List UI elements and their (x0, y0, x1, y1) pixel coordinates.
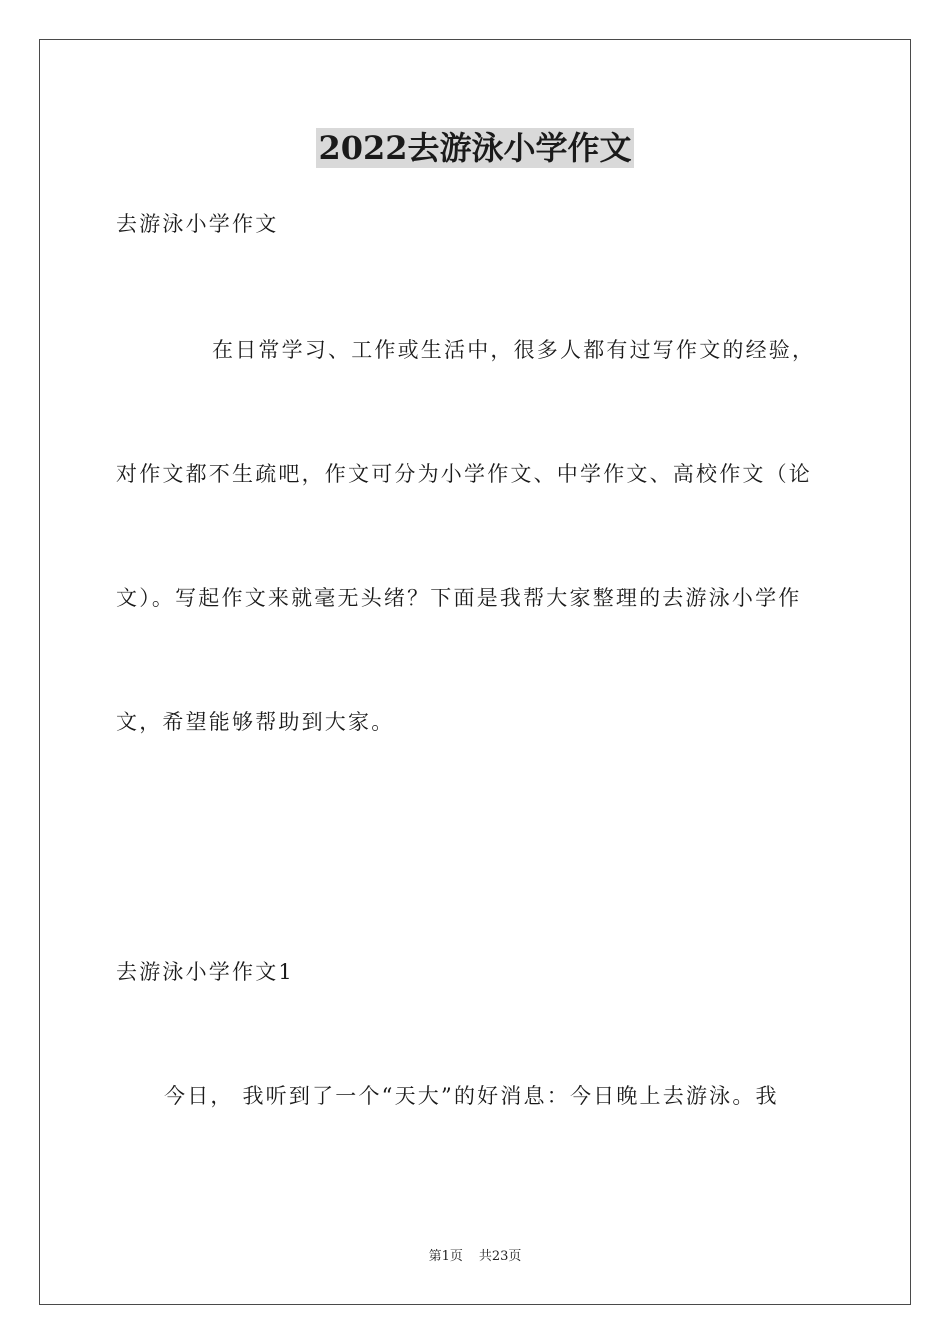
document-title: 2022去游泳小学作文 (318, 129, 632, 167)
section-heading: 去游泳小学作文1 (116, 960, 294, 984)
intro-line-2: 对作文都不生疏吧，作文可分为小学作文、中学作文、高校作文（论 (116, 462, 812, 486)
body-line-1: 今日， 我听到了一个“天大”的好消息：今日晚上去游泳。我 (164, 1084, 779, 1108)
document-subtitle: 去游泳小学作文 (116, 212, 279, 236)
intro-line-4: 文，希望能够帮助到大家。 (116, 710, 395, 734)
intro-line-3: 文）。写起作文来就毫无头绪？下面是我帮大家整理的去游泳小学作 (116, 586, 802, 610)
page-number-current: 第1页 (428, 1249, 463, 1264)
intro-line-1: 在日常学习、工作或生活中，很多人都有过写作文的经验， (212, 338, 816, 362)
page-footer (0, 1248, 950, 1266)
title-container (0, 128, 950, 168)
page-number-total: 共23页 (478, 1249, 522, 1264)
